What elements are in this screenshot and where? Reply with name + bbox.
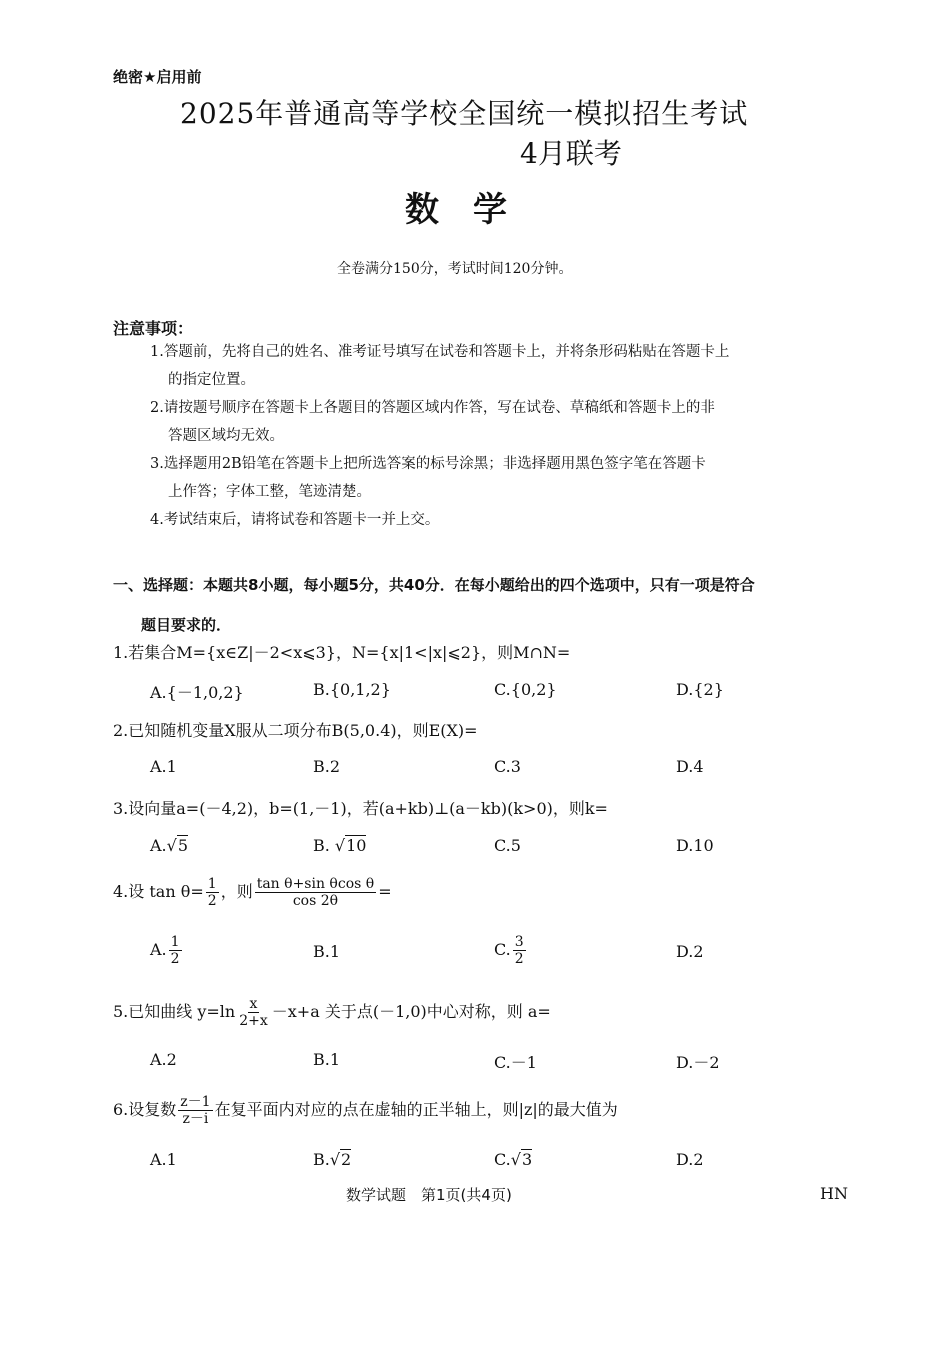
denominator: 2+x	[239, 1013, 268, 1029]
option-fraction	[169, 934, 182, 967]
denominator: cos 2θ	[292, 893, 339, 909]
numerator: 1	[170, 934, 180, 950]
q5-option-d: D.－2	[676, 1053, 720, 1072]
note-text-cont: 答题区域均无效。	[168, 428, 284, 444]
note-text: 3.选择题用2B铅笔在答题卡上把所选答案的标号涂黑；非选择题用黑色签字笔在答题卡	[150, 456, 706, 472]
q4-option-d: D.2	[676, 942, 704, 961]
q5-fraction	[237, 996, 270, 1029]
q1-option-a: A.{－1,0,2}	[150, 683, 244, 702]
q5-option-a: A.2	[150, 1050, 177, 1069]
option-label: C.	[494, 1150, 511, 1169]
denominator: 2	[170, 951, 180, 967]
q1-option-c: C.{0,2}	[494, 680, 557, 699]
q6-fraction	[178, 1094, 212, 1127]
q6-prefix: 6.设复数	[113, 1100, 177, 1119]
q4-suffix: =	[378, 882, 392, 901]
subject-title: 数学	[405, 190, 541, 230]
q3-option-a: A.√5	[150, 836, 189, 855]
note-text: 1.答题前，先将自己的姓名、准考证号填写在试卷和答题卡上，并将条形码粘贴在答题卡上	[150, 344, 730, 360]
q6-suffix: 在复平面内对应的点在虚轴的正半轴上，则|z|的最大值为	[214, 1100, 618, 1119]
denominator: 2	[207, 893, 217, 909]
q6-option-c: C.√3	[494, 1150, 533, 1169]
note-text: 2.请按题号顺序在答题卡上各题目的答题区域内作答，写在试卷、草稿纸和答题卡上的非	[150, 400, 715, 416]
option-fraction	[513, 934, 526, 967]
q2-option-b: B.2	[313, 757, 341, 776]
section-text-cont: 题目要求的．	[141, 616, 232, 634]
q2-option-a: A.1	[150, 757, 177, 776]
question-5	[113, 996, 551, 1029]
note-text-cont: 的指定位置。	[168, 372, 255, 388]
numerator: 1	[207, 876, 217, 892]
question-3: 3.设向量a=(－4,2)，b=(1,－1)，若(a+kb)⊥(a－kb)(k>0)，则k=	[113, 799, 608, 818]
q6-option-d: D.2	[676, 1150, 704, 1169]
radicand: 3	[521, 1150, 533, 1169]
q1-option-d: D.{2}	[676, 680, 724, 699]
score-time-info: 全卷满分150分，考试时间120分钟。	[337, 261, 573, 277]
note-item	[150, 506, 850, 534]
denominator: 2	[514, 951, 524, 967]
option-label: A.	[150, 940, 167, 959]
notes-heading: 注意事项：	[113, 319, 194, 338]
question-4	[113, 876, 392, 909]
note-item	[150, 450, 850, 506]
q6-option-b: B.√2	[313, 1150, 352, 1169]
q5-prefix: 5.已知曲线 y=ln	[113, 1002, 236, 1021]
q5-suffix: －x+a 关于点(－1,0)中心对称，则 a=	[271, 1002, 551, 1021]
question-6	[113, 1094, 618, 1127]
denominator: z－i	[182, 1111, 209, 1127]
option-label: B.	[313, 1150, 330, 1169]
q4-middle: ，则	[220, 882, 253, 901]
q4-option-a	[150, 934, 184, 967]
numerator: x	[249, 996, 258, 1012]
numerator: z－1	[180, 1094, 211, 1110]
q3-option-c: C.5	[494, 836, 521, 855]
note-text-cont: 上作答；字体工整，笔迹清楚。	[168, 484, 371, 500]
q1-option-b: B.{0,1,2}	[313, 680, 391, 699]
q4-option-c	[494, 934, 528, 967]
numerator: tan θ+sin θcos θ	[256, 876, 375, 892]
confidential-mark: 绝密★启用前	[113, 68, 202, 86]
option-label: C.	[494, 940, 511, 959]
note-item	[150, 394, 850, 450]
numerator: 3	[514, 934, 524, 950]
q4-fraction-1	[206, 876, 219, 909]
note-item	[150, 338, 850, 394]
q4-option-b: B.1	[313, 942, 341, 961]
exam-title: 2025年普通高等学校全国统一模拟招生考试	[180, 97, 749, 130]
radicand: 2	[341, 1150, 352, 1169]
q2-option-d: D.4	[676, 757, 704, 776]
q5-option-c: C.－1	[494, 1053, 537, 1072]
note-text: 4.考试结束后，请将试卷和答题卡一并上交。	[150, 512, 440, 528]
option-label: B.	[313, 836, 330, 855]
q4-fraction-2	[255, 876, 377, 909]
radicand: 10	[346, 836, 367, 855]
exam-subtitle: 4月联考	[520, 137, 622, 170]
q5-option-b: B.1	[313, 1050, 341, 1069]
q2-option-c: C.3	[494, 757, 521, 776]
q4-prefix: 4.设 tan θ=	[113, 882, 204, 901]
q3-option-d: D.10	[676, 836, 714, 855]
radicand: 5	[177, 836, 189, 855]
section-text: 一、选择题：本题共8小题，每小题5分，共40分．在每小题给出的四个选项中，只有一项是符合	[113, 576, 755, 594]
question-2: 2.已知随机变量X服从二项分布B(5,0.4)，则E(X)=	[113, 721, 478, 740]
question-1: 1.若集合M={x∈Z|－2<x⩽3}，N={x|1<|x|⩽2}，则M∩N=	[113, 643, 571, 662]
q3-option-b: B. √10	[313, 836, 367, 855]
section-heading	[113, 565, 853, 645]
region-code: HN	[820, 1184, 848, 1203]
q6-option-a: A.1	[150, 1150, 177, 1169]
page-footer: 数学试题 第1页(共4页)	[346, 1186, 512, 1204]
option-label: A.	[150, 836, 167, 855]
